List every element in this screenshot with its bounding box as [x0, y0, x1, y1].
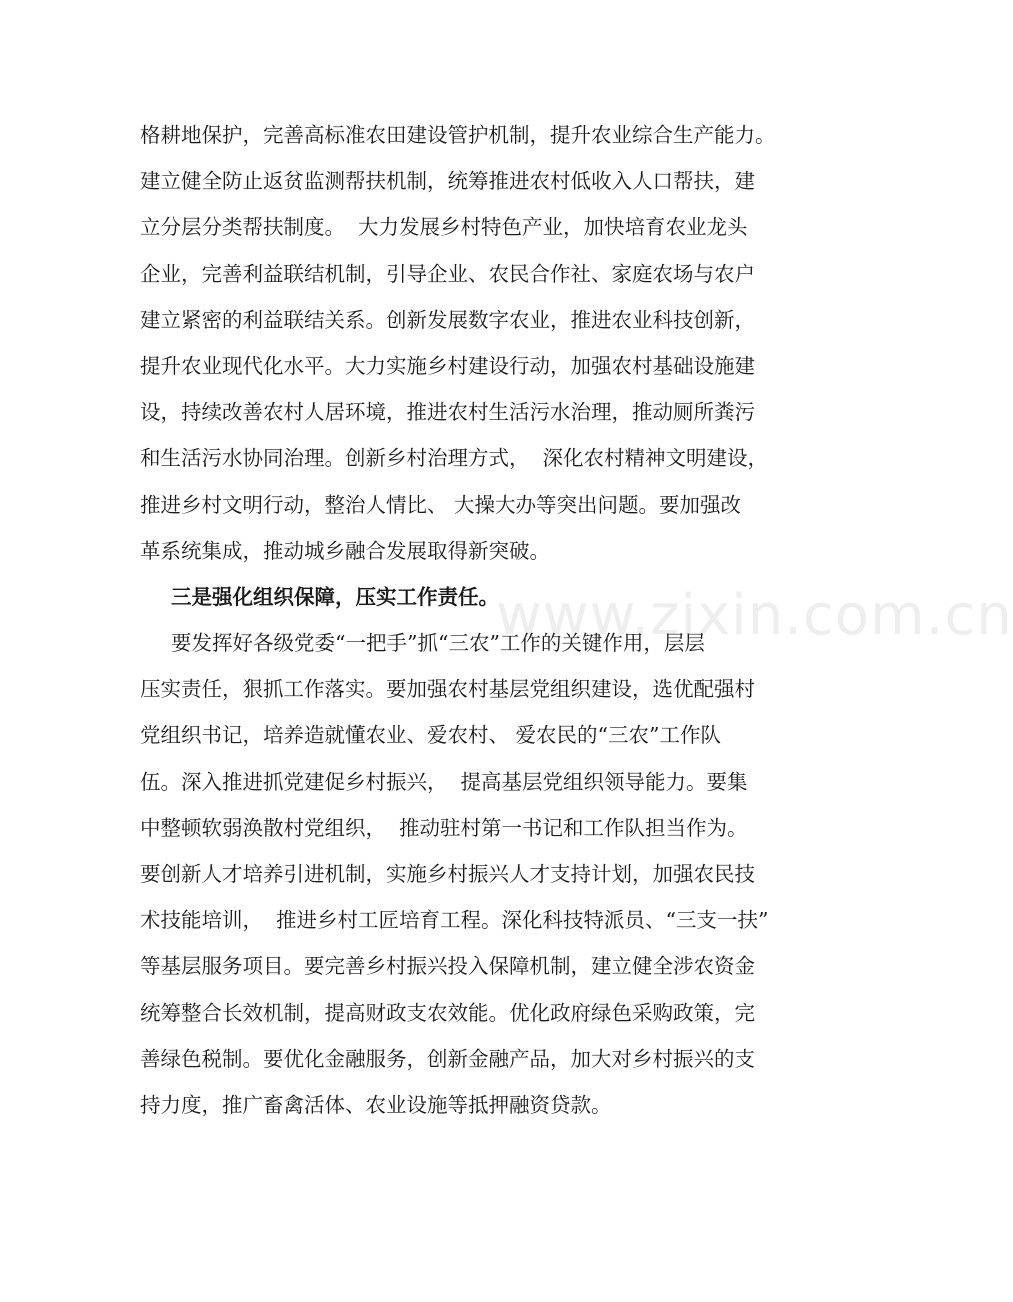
- text-line: 建立紧密的利益联结关系。创新发展数字农业，推进农业科技创新，: [140, 307, 755, 332]
- text-line: 压实责任，狠抓工作落实。要加强农村基层党组织建设，选优配强村: [140, 677, 755, 702]
- text-line: 设，持续改善农村人居环境，推进农村生活污水治理，推动厕所粪污: [140, 400, 755, 425]
- text-line: 等基层服务项目。要完善乡村振兴投入保障机制，建立健全涉农资金: [140, 954, 755, 979]
- text-line: 和生活污水协同治理。创新乡村治理方式， 深化农村精神文明建设，: [140, 446, 769, 471]
- section-heading: 三是强化组织保障，压实工作责任。: [171, 584, 499, 609]
- text-line: 术技能培训， 推进乡村工匠培育工程。深化科技特派员、“三支一扶”: [140, 908, 769, 933]
- watermark: www.zixin.com.cn: [496, 583, 1013, 648]
- text-line: 中整顿软弱涣散村党组织， 推动驻村第一书记和工作队担当作为。: [140, 815, 748, 840]
- text-line: 伍。深入推进抓党建促乡村振兴， 提高基层党组织领导能力。要集: [140, 769, 748, 794]
- text-line: 立分层分类帮扶制度。 大力发展乡村特色产业，加快培育农业龙头: [140, 215, 748, 240]
- text-line: 持力度，推广畜禽活体、农业设施等抵押融资贷款。: [140, 1092, 612, 1117]
- text-line: 善绿色税制。要优化金融服务，创新金融产品，加大对乡村振兴的支: [140, 1046, 755, 1071]
- document-body: [140, 112, 800, 1128]
- text-line: 党组织书记，培养造就懂农业、爱农村、 爱农民的“三农”工作队: [140, 723, 721, 748]
- text-line: 企业，完善利益联结机制，引导企业、农民合作社、家庭农场与农户: [140, 261, 755, 286]
- text-line: 提升农业现代化水平。大力实施乡村建设行动，加强农村基础设施建: [140, 353, 755, 378]
- text-line: 格耕地保护，完善高标准农田建设管护机制，提升农业综合生产能力。: [140, 123, 776, 147]
- paragraph-2: [140, 620, 800, 1128]
- text-line: 建立健全防止返贫监测帮扶机制，统筹推进农村低收入人口帮扶，建: [140, 169, 755, 194]
- text-line: 要创新人才培养引进机制，实施乡村振兴人才支持计划，加强农民技: [140, 862, 755, 886]
- paragraph-1: [140, 112, 800, 574]
- text-line: 统筹整合长效机制，提高财政支农效能。优化政府绿色采购政策，完: [140, 1000, 755, 1025]
- text-line: 革系统集成，推动城乡融合发展取得新突破。: [140, 538, 550, 563]
- text-line: 推进乡村文明行动，整治人情比、 大操大办等突出问题。要加强改: [140, 492, 742, 517]
- text-line: 要发挥好各级党委“一把手”抓“三农”工作的关键作用，层层: [171, 631, 705, 656]
